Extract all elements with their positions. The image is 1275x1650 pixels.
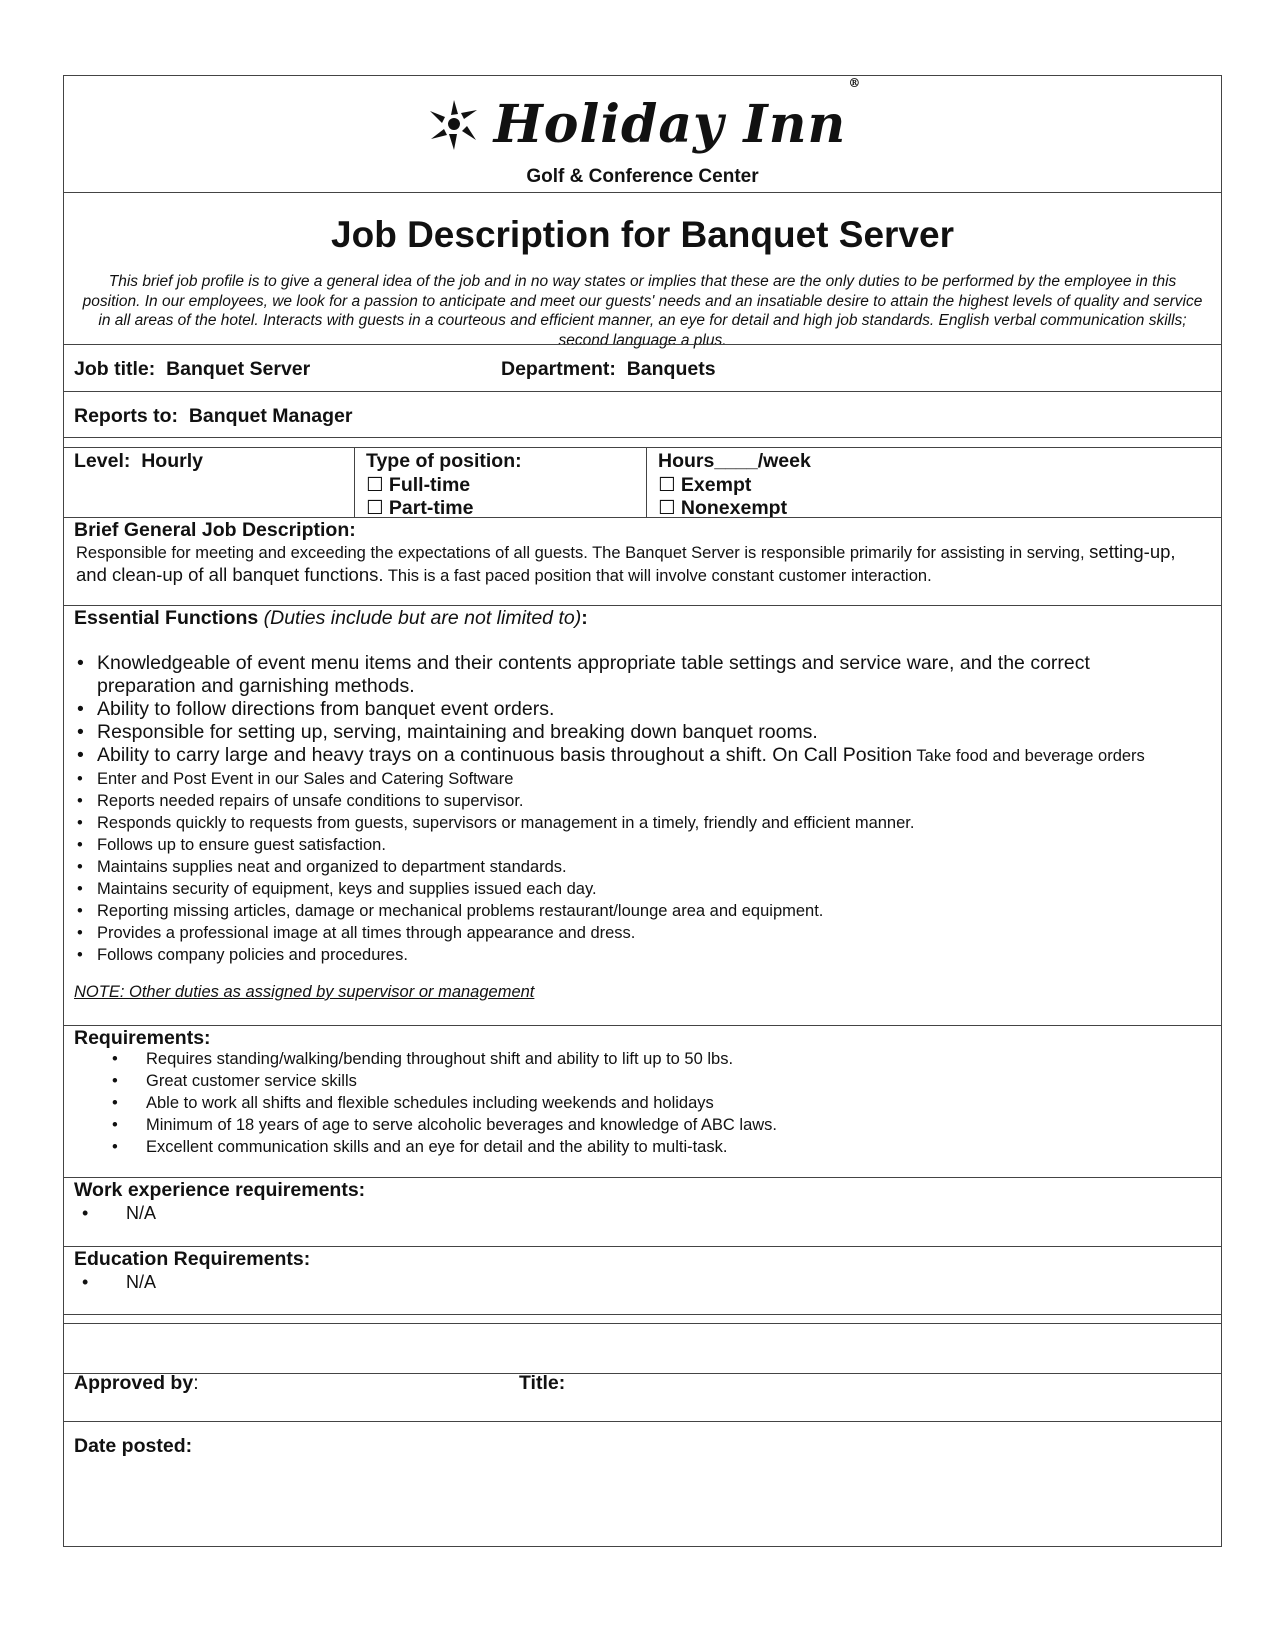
education-list	[82, 1271, 156, 1293]
requirements-heading: Requirements:	[74, 1027, 211, 1049]
list-item: • Follows up to ensure guest satisfaction.	[76, 834, 1191, 856]
hours-cell	[658, 450, 811, 521]
subtitle: Golf & Conference Center	[526, 166, 759, 187]
divider	[64, 1246, 1221, 1247]
holiday-inn-star-icon	[424, 96, 484, 152]
part-time-option[interactable]: ☐ Part-time	[366, 497, 474, 519]
page-title: Job Description for Banquet Server	[331, 214, 954, 255]
brief-description-text: Responsible for meeting and exceeding the expectations of all guests. The Banquet Server is responsible primarily for assisting in serving, setting-up, and clean-up of all banquet functions. This is a fast paced position that will involve constant customer interaction.	[76, 541, 1176, 585]
divider	[64, 1421, 1221, 1422]
department-field: Department: Banquets	[501, 358, 716, 380]
job-description-form	[63, 75, 1222, 1547]
divider	[64, 447, 1221, 448]
essential-functions-list	[76, 652, 1191, 966]
divider	[64, 1323, 1221, 1324]
brief-description-heading: Brief General Job Description:	[74, 519, 356, 541]
list-item: • Reports needed repairs of unsafe conditions to supervisor.	[76, 790, 1191, 812]
list-item: • Able to work all shifts and flexible schedules including weekends and holidays	[112, 1092, 1191, 1114]
intro-paragraph: This brief job profile is to give a general idea of the job and in no way states or implies that these are the only duties to be performed by the employee in this position. In our employees, we look for a passion to anticipate and meet our guests' needs and an insatiable desire to attain the highest levels of quality and service in all areas of the hotel. Interacts with guests in a courteous and efficient manner, an eye for detail and high job standards. English verbal communication skills; second language a plus.	[82, 273, 1203, 349]
column-divider	[646, 447, 647, 517]
requirements-list	[112, 1048, 1191, 1158]
list-item: • Reporting missing articles, damage or mechanical problems restaurant/lounge area and equipment.	[76, 900, 1191, 922]
note-text: NOTE: Other duties as assigned by supervisor or management	[74, 983, 535, 1001]
education-heading: Education Requirements:	[74, 1248, 311, 1270]
divider	[64, 605, 1221, 606]
full-time-option[interactable]: ☐ Full-time	[366, 473, 471, 496]
divider	[64, 1025, 1221, 1026]
exempt-option[interactable]: ☐ Exempt	[658, 473, 752, 496]
position-type-cell	[366, 450, 522, 521]
job-title-field: Job title: Banquet Server	[74, 358, 311, 380]
list-item: • Minimum of 18 years of age to serve alcoholic beverages and knowledge of ABC laws.	[112, 1114, 1191, 1136]
checkbox-icon[interactable]: ☐	[658, 497, 676, 519]
divider	[64, 344, 1221, 345]
title-field[interactable]: Title:	[519, 1372, 566, 1394]
list-item: • Ability to follow directions from banquet event orders.	[76, 698, 1191, 721]
approved-by-field[interactable]: Approved by:	[74, 1372, 199, 1394]
divider	[64, 391, 1221, 392]
work-experience-list	[82, 1202, 156, 1224]
list-item: • N/A	[82, 1202, 156, 1224]
essential-functions-heading: Essential Functions (Duties include but are not limited to):	[74, 607, 588, 629]
list-item: • Maintains security of equipment, keys and supplies issued each day.	[76, 878, 1191, 900]
list-item: • Responsible for setting up, serving, maintaining and breaking down banquet rooms.	[76, 721, 1191, 744]
reports-to-field: Reports to: Banquet Manager	[74, 405, 353, 427]
list-item: • Excellent communication skills and an eye for detail and the ability to multi-task.	[112, 1136, 1191, 1158]
list-item: • N/A	[82, 1271, 156, 1293]
divider	[64, 192, 1221, 193]
list-item: • Responds quickly to requests from guests, supervisors or management in a timely, friendly and efficient manner.	[76, 812, 1191, 834]
list-item: • Follows company policies and procedures.	[76, 944, 1191, 966]
brand-name: Holiday Inn®	[493, 75, 862, 155]
checkbox-icon[interactable]: ☐	[658, 473, 676, 496]
list-item: • Requires standing/walking/bending throughout shift and ability to lift up to 50 lbs.	[112, 1048, 1191, 1070]
list-item: • Great customer service skills	[112, 1070, 1191, 1092]
divider	[64, 517, 1221, 518]
list-item: • Knowledgeable of event menu items and their contents appropriate table settings and service ware, and the correct preparation and garnishing methods.	[76, 652, 1191, 698]
position-type-heading: Type of position:	[366, 450, 522, 472]
checkbox-icon[interactable]: ☐	[366, 473, 384, 496]
date-posted-field[interactable]: Date posted:	[74, 1435, 193, 1457]
work-experience-heading: Work experience requirements:	[74, 1179, 366, 1201]
list-item: • Provides a professional image at all times through appearance and dress.	[76, 922, 1191, 944]
divider	[64, 437, 1221, 438]
list-item: • Enter and Post Event in our Sales and Catering Software	[76, 768, 1191, 790]
level-field: Level: Hourly	[74, 450, 203, 472]
list-item: • Ability to carry large and heavy trays on a continuous basis throughout a shift. On Call Position Take food and beverage orders	[76, 744, 1191, 768]
divider	[64, 1177, 1221, 1178]
checkbox-icon[interactable]: ☐	[366, 497, 384, 519]
nonexempt-option[interactable]: ☐ Nonexempt	[658, 497, 788, 519]
list-item: • Maintains supplies neat and organized to department standards.	[76, 856, 1191, 878]
divider	[64, 1314, 1221, 1315]
hours-heading: Hours____/week	[658, 450, 811, 472]
column-divider	[354, 447, 355, 517]
divider	[64, 1373, 1221, 1374]
logo	[64, 75, 1221, 160]
